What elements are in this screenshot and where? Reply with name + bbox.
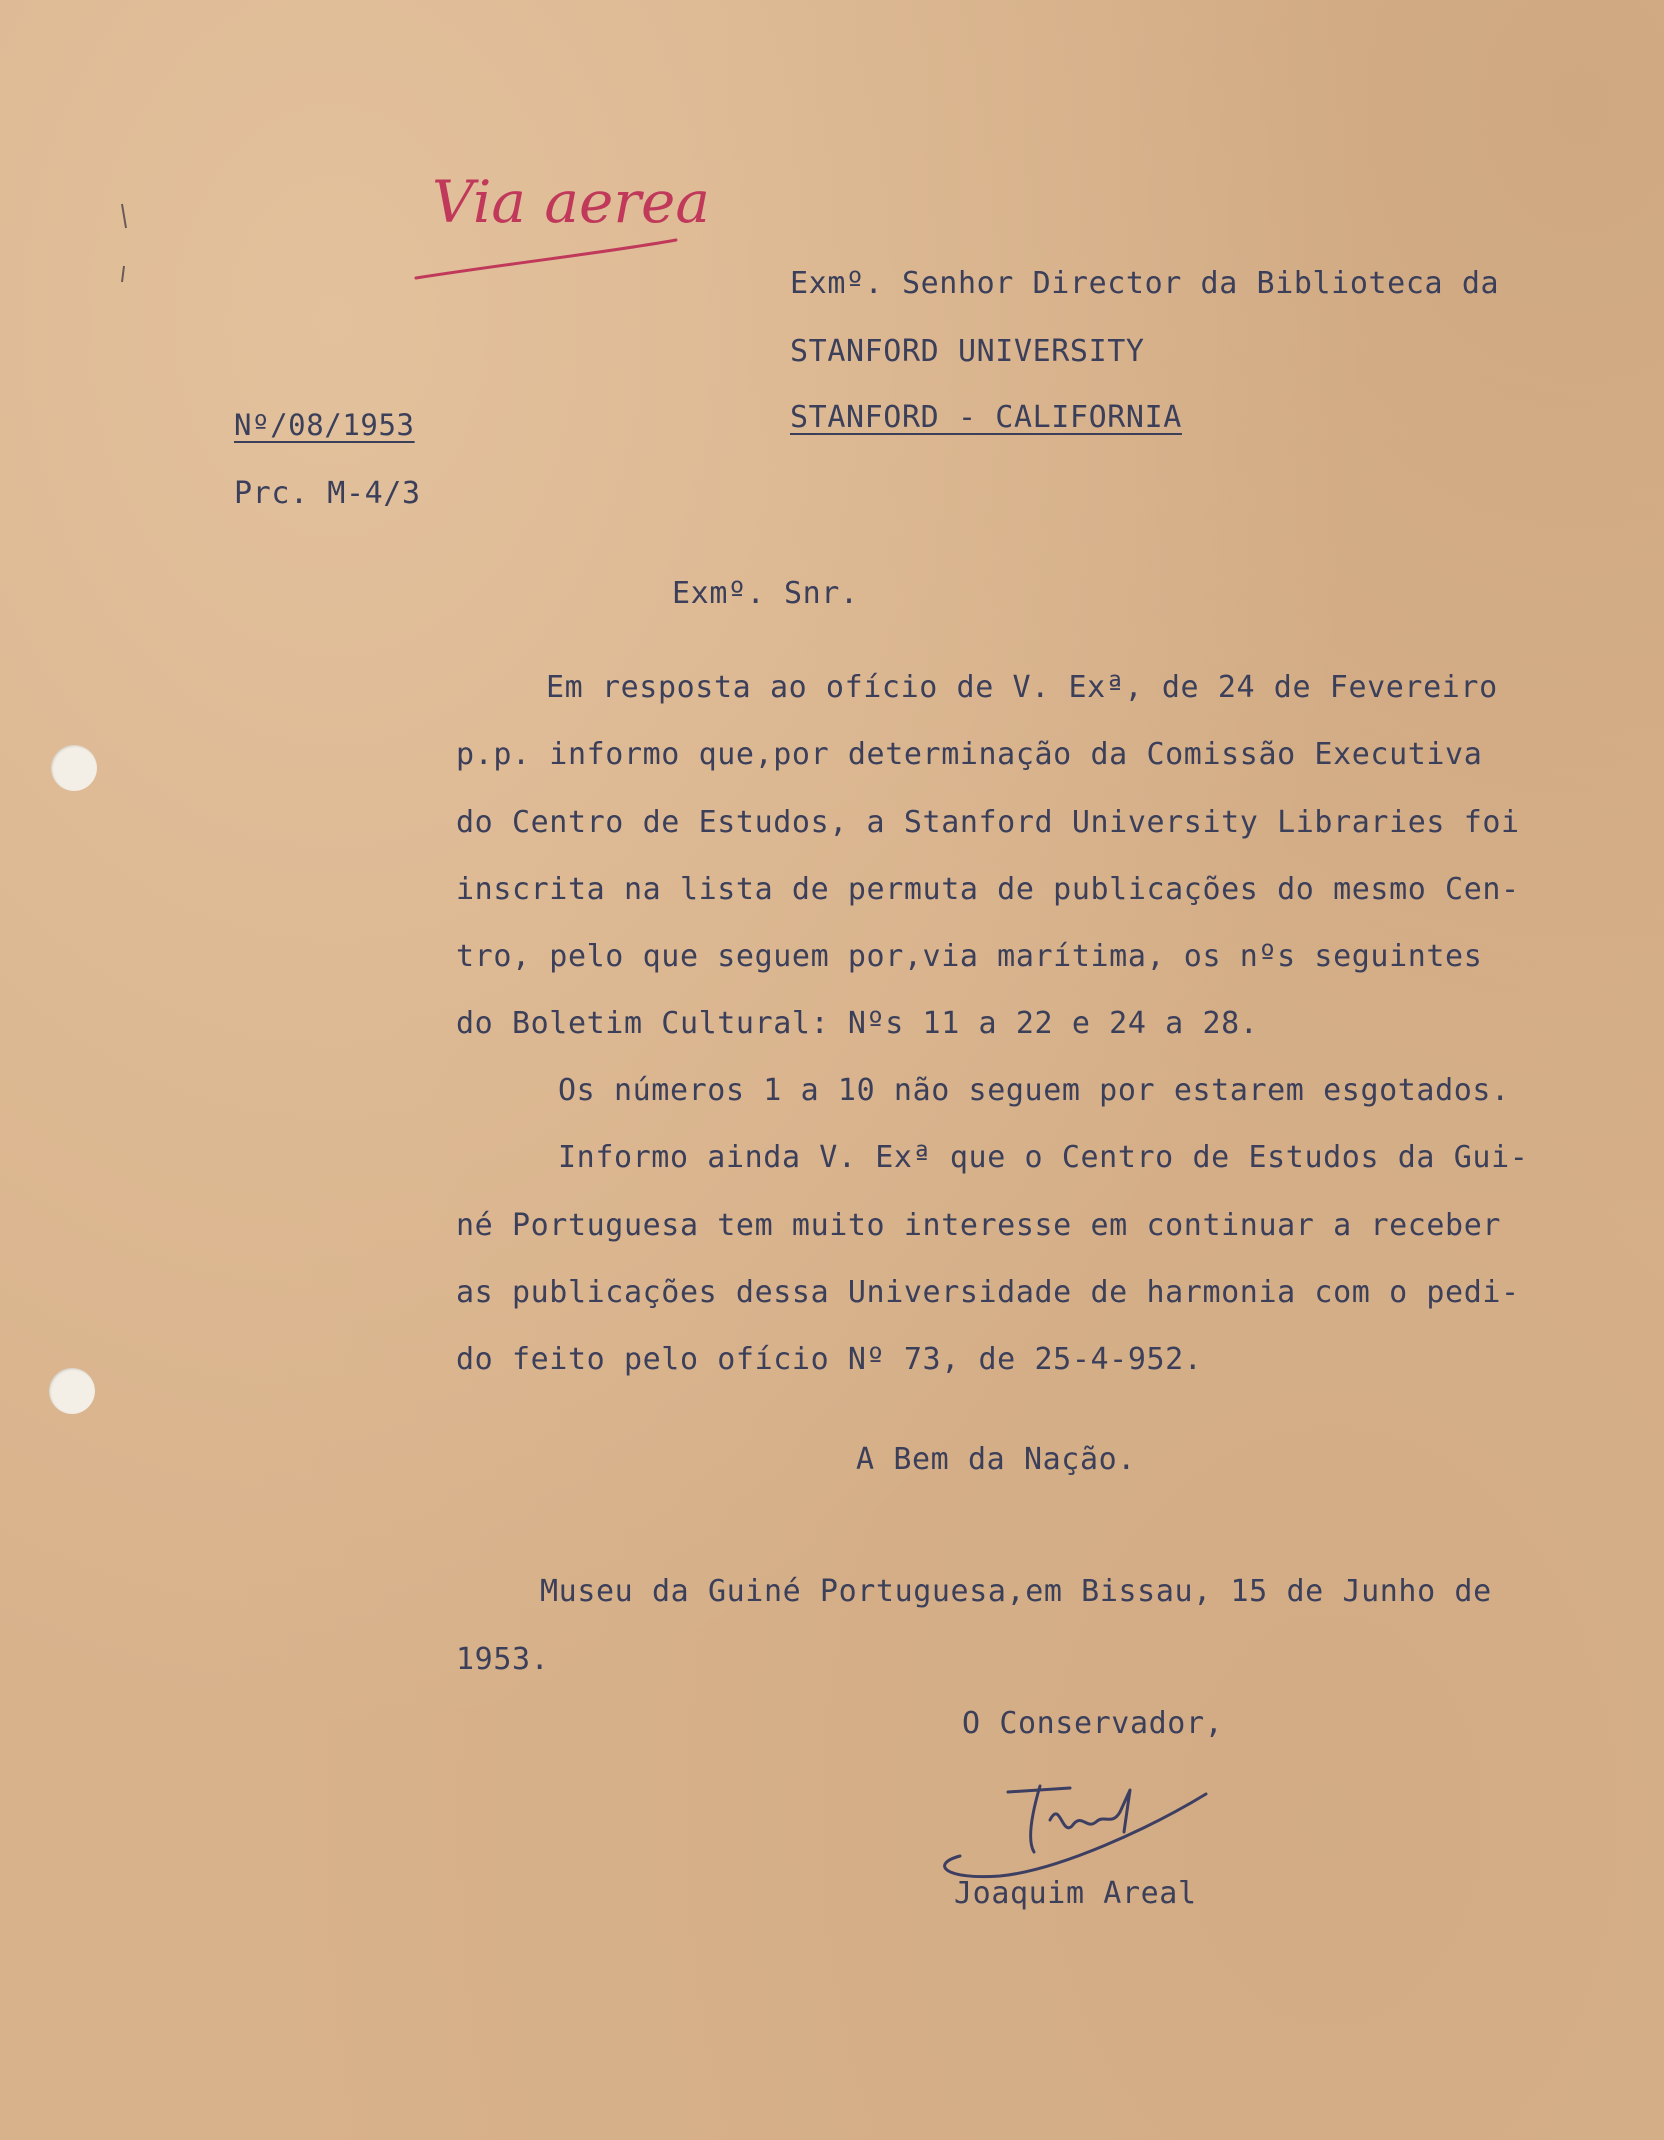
handwritten-note: Via aerea bbox=[432, 168, 710, 236]
body-line-4: inscrita na lista de permuta de publicações do mesmo Cen- bbox=[456, 872, 1520, 907]
place-date-line-1: Museu da Guiné Portuguesa,em Bissau, 15 de Junho de bbox=[540, 1574, 1492, 1609]
recipient-line-1: Exmº. Senhor Director da Biblioteca da bbox=[790, 266, 1500, 301]
place-date-line-2: 1953. bbox=[456, 1642, 550, 1677]
body-line-11: do feito pelo ofício Nº 73, de 25-4-952. bbox=[456, 1342, 1203, 1377]
body-line-9: né Portuguesa tem muito interesse em continuar a receber bbox=[456, 1208, 1502, 1243]
body-line-6: do Boletim Cultural: Nºs 11 a 22 e 24 a 28. bbox=[456, 1006, 1259, 1041]
salutation: Exmº. Snr. bbox=[672, 576, 859, 611]
reference-number: Nº/08/1953 bbox=[234, 408, 415, 442]
body-line-2: p.p. informo que,por determinação da Comissão Executiva bbox=[456, 737, 1483, 772]
recipient-line-2: STANFORD UNIVERSITY bbox=[790, 334, 1145, 369]
body-line-8: Informo ainda V. Exª que o Centro de Estudos da Gui- bbox=[558, 1140, 1529, 1175]
body-line-5: tro, pelo que seguem por,via marítima, os nºs seguintes bbox=[456, 939, 1483, 974]
signatory-name: Joaquim Areal bbox=[954, 1876, 1197, 1911]
punch-hole-bottom bbox=[49, 1368, 95, 1414]
closing: A Bem da Nação. bbox=[856, 1442, 1136, 1477]
body-line-3: do Centro de Estudos, a Stanford University Libraries foi bbox=[456, 805, 1520, 840]
body-line-1: Em resposta ao ofício de V. Exª, de 24 de Fevereiro bbox=[546, 670, 1498, 705]
body-line-7: Os números 1 a 10 não seguem por estarem esgotados. bbox=[558, 1073, 1510, 1108]
recipient-line-3: STANFORD - CALIFORNIA bbox=[790, 400, 1182, 435]
body-line-10: as publicações dessa Universidade de harmonia com o pedi- bbox=[456, 1275, 1520, 1310]
punch-hole-top bbox=[51, 745, 97, 791]
signatory-title: O Conservador, bbox=[962, 1706, 1224, 1741]
process-number: Prc. M-4/3 bbox=[234, 476, 421, 511]
